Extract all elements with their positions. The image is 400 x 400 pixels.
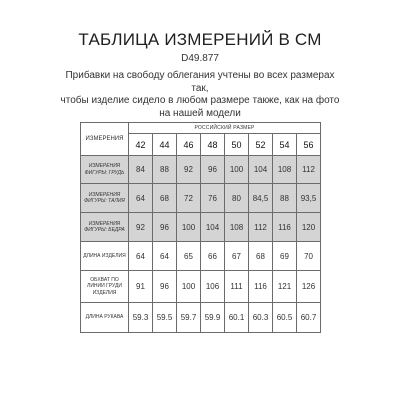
- table-cell: 64: [153, 242, 177, 271]
- table-cell: 76: [201, 184, 225, 213]
- table-cell: 59.9: [201, 303, 225, 333]
- table-cell: 106: [201, 271, 225, 303]
- size-header: 42: [129, 134, 153, 156]
- table-cell: 91: [129, 271, 153, 303]
- table-cell: 88: [273, 184, 297, 213]
- table-cell: 121: [273, 271, 297, 303]
- table-cell: 108: [273, 156, 297, 184]
- table-cell: 92: [177, 156, 201, 184]
- table-cell: 68: [153, 184, 177, 213]
- table-cell: 92: [129, 213, 153, 242]
- table-cell: 96: [153, 271, 177, 303]
- table-cell: 100: [177, 213, 201, 242]
- table-cell: 60.1: [225, 303, 249, 333]
- table-cell: 88: [153, 156, 177, 184]
- table-cell: 60.5: [273, 303, 297, 333]
- table-cell: 93,5: [297, 184, 321, 213]
- size-header: 50: [225, 134, 249, 156]
- fit-note-line: чтобы изделие сидело в любом размере также, как на фото: [60, 95, 340, 106]
- size-table: [80, 122, 321, 333]
- size-header: 52: [249, 134, 273, 156]
- row-label: ДЛИНА РУКАВА: [81, 303, 129, 333]
- table-row-length: [81, 242, 321, 271]
- table-cell: 108: [225, 213, 249, 242]
- table-cell: 64: [129, 242, 153, 271]
- table-row-hips: [81, 213, 321, 242]
- fit-note: [60, 70, 340, 120]
- fit-note-line: Прибавки на свободу облегания учтены во всех размерах так,: [65, 70, 335, 94]
- row-label: ДЛИНА ИЗДЕЛИЯ: [81, 242, 129, 271]
- table-cell: 120: [297, 213, 321, 242]
- table-cell: 96: [153, 213, 177, 242]
- row-label: ИЗМЕРЕНИЯ ФИГУРЫ: ГРУДЬ: [81, 156, 129, 184]
- table-cell: 59.3: [129, 303, 153, 333]
- row-label: ИЗМЕРЕНИЯ ФИГУРЫ: ТАЛИЯ: [81, 184, 129, 213]
- row-label: ОБХВАТ ПО ЛИНИИ ГРУДИ ИЗДЕЛИЯ: [81, 271, 129, 303]
- page-title: ТАБЛИЦА ИЗМЕРЕНИЙ В СМ: [78, 30, 322, 49]
- table-cell: 126: [297, 271, 321, 303]
- russian-size-header: РОССИЙСКИЙ РАЗМЕР: [129, 123, 321, 134]
- table-cell: 65: [177, 242, 201, 271]
- table-cell: 104: [249, 156, 273, 184]
- table-cell: 69: [273, 242, 297, 271]
- table-cell: 64: [129, 184, 153, 213]
- table-cell: 100: [177, 271, 201, 303]
- size-header: 44: [153, 134, 177, 156]
- measurements-header: ИЗМЕРЕНИЯ: [81, 123, 129, 156]
- table-cell: 72: [177, 184, 201, 213]
- row-label: ИЗМЕРЕНИЯ ФИГУРЫ: БЕДРА: [81, 213, 129, 242]
- table-cell: 112: [297, 156, 321, 184]
- table-cell: 60.3: [249, 303, 273, 333]
- table-cell: 84,5: [249, 184, 273, 213]
- table-cell: 84: [129, 156, 153, 184]
- table-cell: 66: [201, 242, 225, 271]
- table-cell: 70: [297, 242, 321, 271]
- table-cell: 59.5: [153, 303, 177, 333]
- table-cell: 60.7: [297, 303, 321, 333]
- table-row-waist: [81, 184, 321, 213]
- table-cell: 96: [201, 156, 225, 184]
- table-cell: 68: [249, 242, 273, 271]
- table-cell: 116: [273, 213, 297, 242]
- table-cell: 104: [201, 213, 225, 242]
- table-cell: 112: [249, 213, 273, 242]
- table-cell: 116: [249, 271, 273, 303]
- table-cell: 67: [225, 242, 249, 271]
- table-cell: 111: [225, 271, 249, 303]
- size-header: 46: [177, 134, 201, 156]
- table-cell: 80: [225, 184, 249, 213]
- product-code: D49.877: [181, 53, 219, 64]
- table-row-chest: [81, 156, 321, 184]
- table-cell: 100: [225, 156, 249, 184]
- fit-note-line: на нашей модели: [159, 107, 241, 119]
- table-cell: 59.7: [177, 303, 201, 333]
- table-row-garment-chest: [81, 271, 321, 303]
- size-header: 48: [201, 134, 225, 156]
- size-header: 54: [273, 134, 297, 156]
- size-header: 56: [297, 134, 321, 156]
- table-row-sleeve: [81, 303, 321, 333]
